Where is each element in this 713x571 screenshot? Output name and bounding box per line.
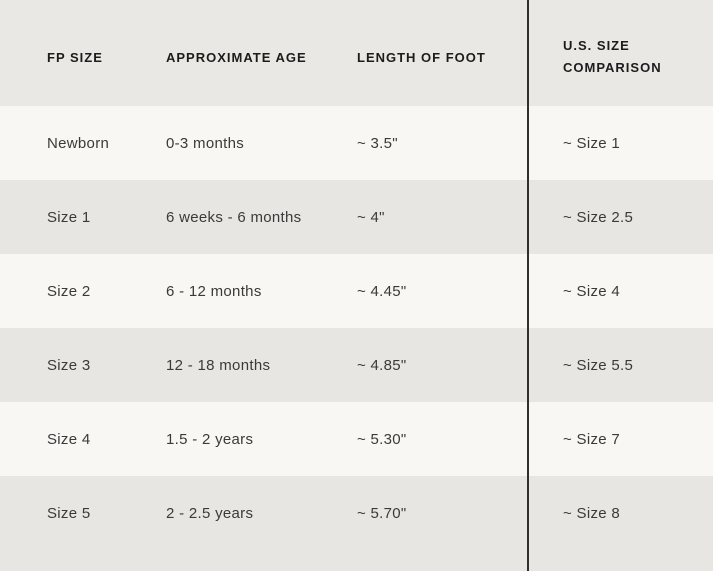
header-us-size-line1: U.S. SIZE — [563, 38, 630, 53]
table-row — [0, 328, 713, 402]
cell-fp-size: Size 5 — [47, 504, 91, 522]
cell-age: 1.5 - 2 years — [166, 430, 254, 448]
cell-us-size: ~ Size 5.5 — [563, 356, 634, 374]
table-row — [0, 402, 713, 476]
cell-age: 6 weeks - 6 months — [166, 208, 302, 226]
cell-us-size: ~ Size 7 — [563, 430, 621, 448]
cell-foot-length: ~ 4.45" — [357, 282, 407, 300]
bottom-filler-band — [0, 550, 713, 571]
cell-age: 0-3 months — [166, 134, 245, 152]
cell-foot-length: ~ 5.70" — [357, 504, 407, 522]
header-length-of-foot: LENGTH OF FOOT — [357, 49, 486, 65]
cell-us-size: ~ Size 1 — [563, 134, 621, 152]
cell-foot-length: ~ 5.30" — [357, 430, 407, 448]
cell-us-size: ~ Size 2.5 — [563, 208, 634, 226]
cell-foot-length: ~ 4.85" — [357, 356, 407, 374]
header-us-size-line2: COMPARISON — [563, 60, 662, 75]
table-header-row — [0, 0, 713, 106]
cell-fp-size: Size 4 — [47, 430, 91, 448]
header-approximate-age: APPROXIMATE AGE — [166, 49, 307, 65]
cell-fp-size: Size 1 — [47, 208, 91, 226]
header-us-size-comparison — [527, 35, 713, 79]
table-row — [0, 254, 713, 328]
cell-fp-size: Newborn — [47, 134, 110, 152]
cell-foot-length: ~ 4" — [357, 208, 385, 226]
table-row — [0, 180, 713, 254]
cell-fp-size: Size 2 — [47, 282, 91, 300]
cell-age: 12 - 18 months — [166, 356, 271, 374]
header-fp-size: FP SIZE — [47, 49, 103, 65]
cell-foot-length: ~ 3.5" — [357, 134, 398, 152]
cell-fp-size: Size 3 — [47, 356, 91, 374]
cell-us-size: ~ Size 4 — [563, 282, 621, 300]
cell-us-size: ~ Size 8 — [563, 504, 621, 522]
cell-age: 6 - 12 months — [166, 282, 262, 300]
cell-age: 2 - 2.5 years — [166, 504, 254, 522]
table-row — [0, 476, 713, 550]
column-divider-line — [527, 0, 529, 571]
table-row — [0, 106, 713, 180]
